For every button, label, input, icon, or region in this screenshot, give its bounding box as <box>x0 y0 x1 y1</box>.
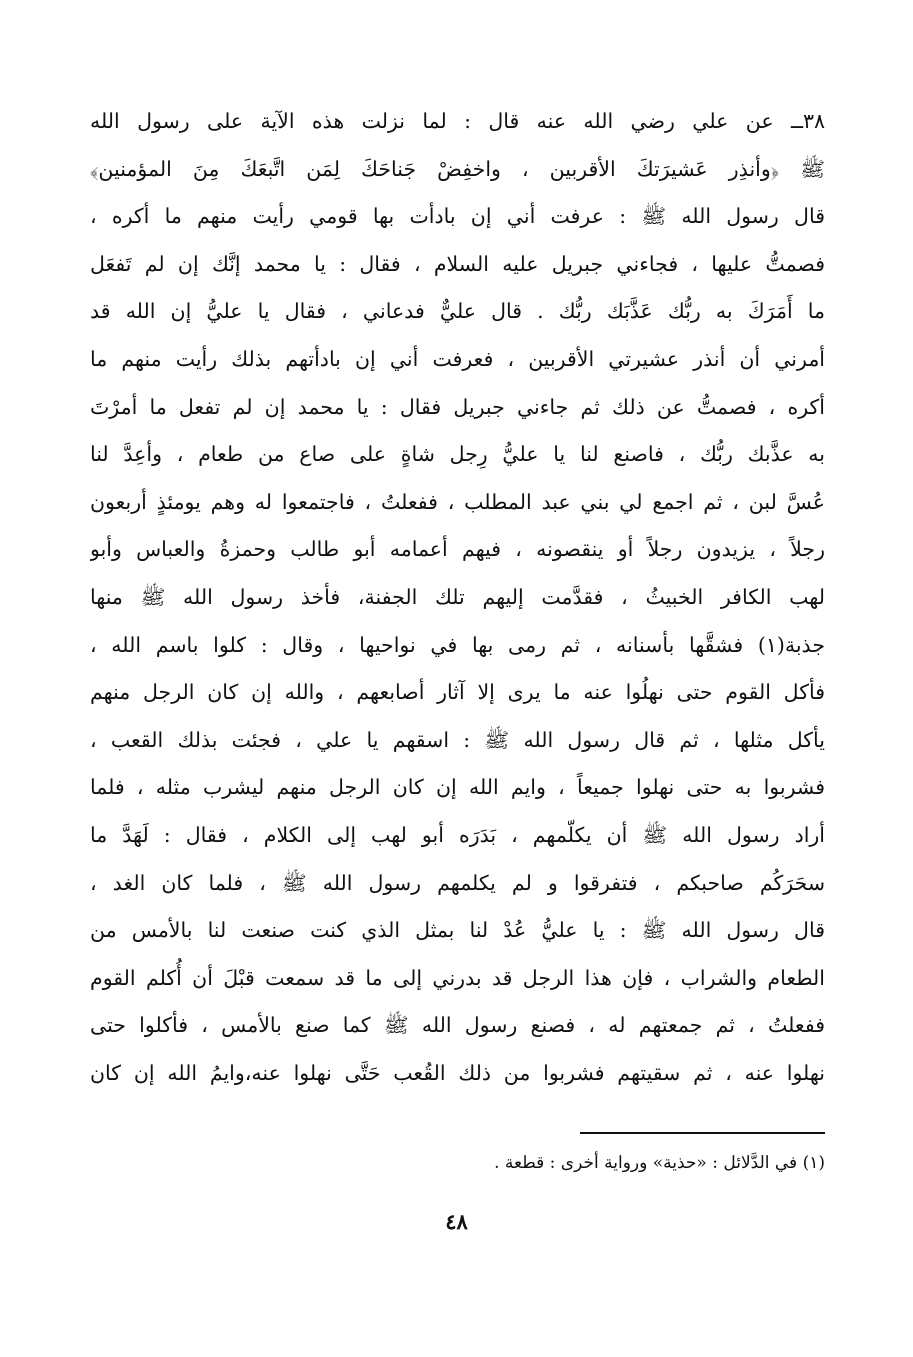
text-line: عُسَّ لبن ، ثم اجمع لي بني عبد المطلب ، ففعلتُ ، فاجتمعوا له وهم يومئذٍ أربعون <box>90 489 825 514</box>
text-line: ٣٨ــ عن علي رضي الله عنه قال : لما نزلت هذه الآية على رسول الله <box>90 109 825 133</box>
text-line: قال رسول الله ﷺ : عرفت أني إن بادأت بها قومي رأيت منهم ما أكره ، <box>90 204 825 229</box>
text-line: لهب الكافر الخبيثُ ، فقدَّمت إليهم تلك الجفنة، فأخذ رسول الله ﷺ منها <box>90 584 825 609</box>
text-line: يأكل مثلها ، ثم قال رسول الله ﷺ : اسقهم يا علي ، فجئت بذلك القعب ، <box>90 727 825 752</box>
footnote: (١) في الدَّلائل : «حذية» ورواية أخرى : قطعة . <box>494 1153 825 1173</box>
text-line: نهلوا عنه ، ثم سقيتهم فشربوا من ذلك القُعب حَتَّى نهلوا عنه،وايمُ الله إن كان <box>90 1060 825 1085</box>
text-line: أكره ، فصمتُّ عن ذلك ثم جاءني جبريل فقال : يا محمد إن لم تفعل ما أمرْتَ <box>90 394 825 419</box>
text-line: ففعلتُ ، ثم جمعتهم له ، فصنع رسول الله ﷺ كما صنع بالأمس ، فأكلوا حتى <box>90 1013 825 1038</box>
text-line: ما أَمَرَكَ به ربُّك عَذَّبَك ربُّك . قال عليٌّ فدعاني ، فقال يا عليُّ إن الله قد <box>90 299 825 324</box>
text-line: به عذَّبك ربُّك ، فاصنع لنا يا عليُّ رِجل شاةٍ على صاع من طعام ، وأعِدَّ لنا <box>90 442 825 467</box>
page-number: ٤٨ <box>445 1209 468 1234</box>
body-text <box>90 98 825 1097</box>
text-line: سحَرَكُم صاحبكم ، فتفرقوا و لم يكلمهم رسول الله ﷺ ، فلما كان الغد ، <box>90 870 825 895</box>
footnote-divider <box>580 1132 825 1134</box>
text-line: فصمتُّ عليها ، فجاءني جبريل عليه السلام ، فقال : يا محمد إنَّك إن لم تَفعَل <box>90 251 825 276</box>
text-line: فأكل القوم حتى نهلُوا عنه ما يرى إلا آثار أصابعهم ، والله إن كان الرجل منهم <box>90 680 825 705</box>
text-line: رجلاً ، يزيدون رجلاً أو ينقصونه ، فيهم أعمامه أبو طالب وحمزةُ والعباس وأبو <box>90 537 825 562</box>
text-line: فشربوا به حتى نهلوا جميعاً ، وايم الله إن كان الرجل منهم ليشرب مثله ، فلما <box>90 775 825 800</box>
text-line: أمرني أن أنذر عشيرتي الأقربين ، فعرفت أني إن بادأتهم بذلك رأيت منهم ما <box>90 346 825 371</box>
text-line: الطعام والشراب ، فإن هذا الرجل قد بدرني إلى ما قد سمعت قبْلَ أن أُكلم القوم <box>90 965 825 990</box>
text-line: قال رسول الله ﷺ : يا عليُّ عُدْ لنا بمثل الذي كنت صنعت لنا بالأمس من <box>90 918 825 943</box>
text-line: أراد رسول الله ﷺ أن يكلّمهم ، بَدَرَه أبو لهب إلى الكلام ، فقال : لَهَدَّ ما <box>90 822 825 847</box>
text-line: جذبة(١) فشقَّها بأسنانه ، ثم رمى بها في نواحيها ، وقال : كلوا باسم الله ، <box>90 632 825 657</box>
text-line: ﷺ ﴿وأنذِر عَشيرَتكَ الأقربين ، واخفِضْ جَناحَكَ لِمَن اتَّبعَكَ مِنَ المؤمنين﴾ <box>90 156 825 181</box>
